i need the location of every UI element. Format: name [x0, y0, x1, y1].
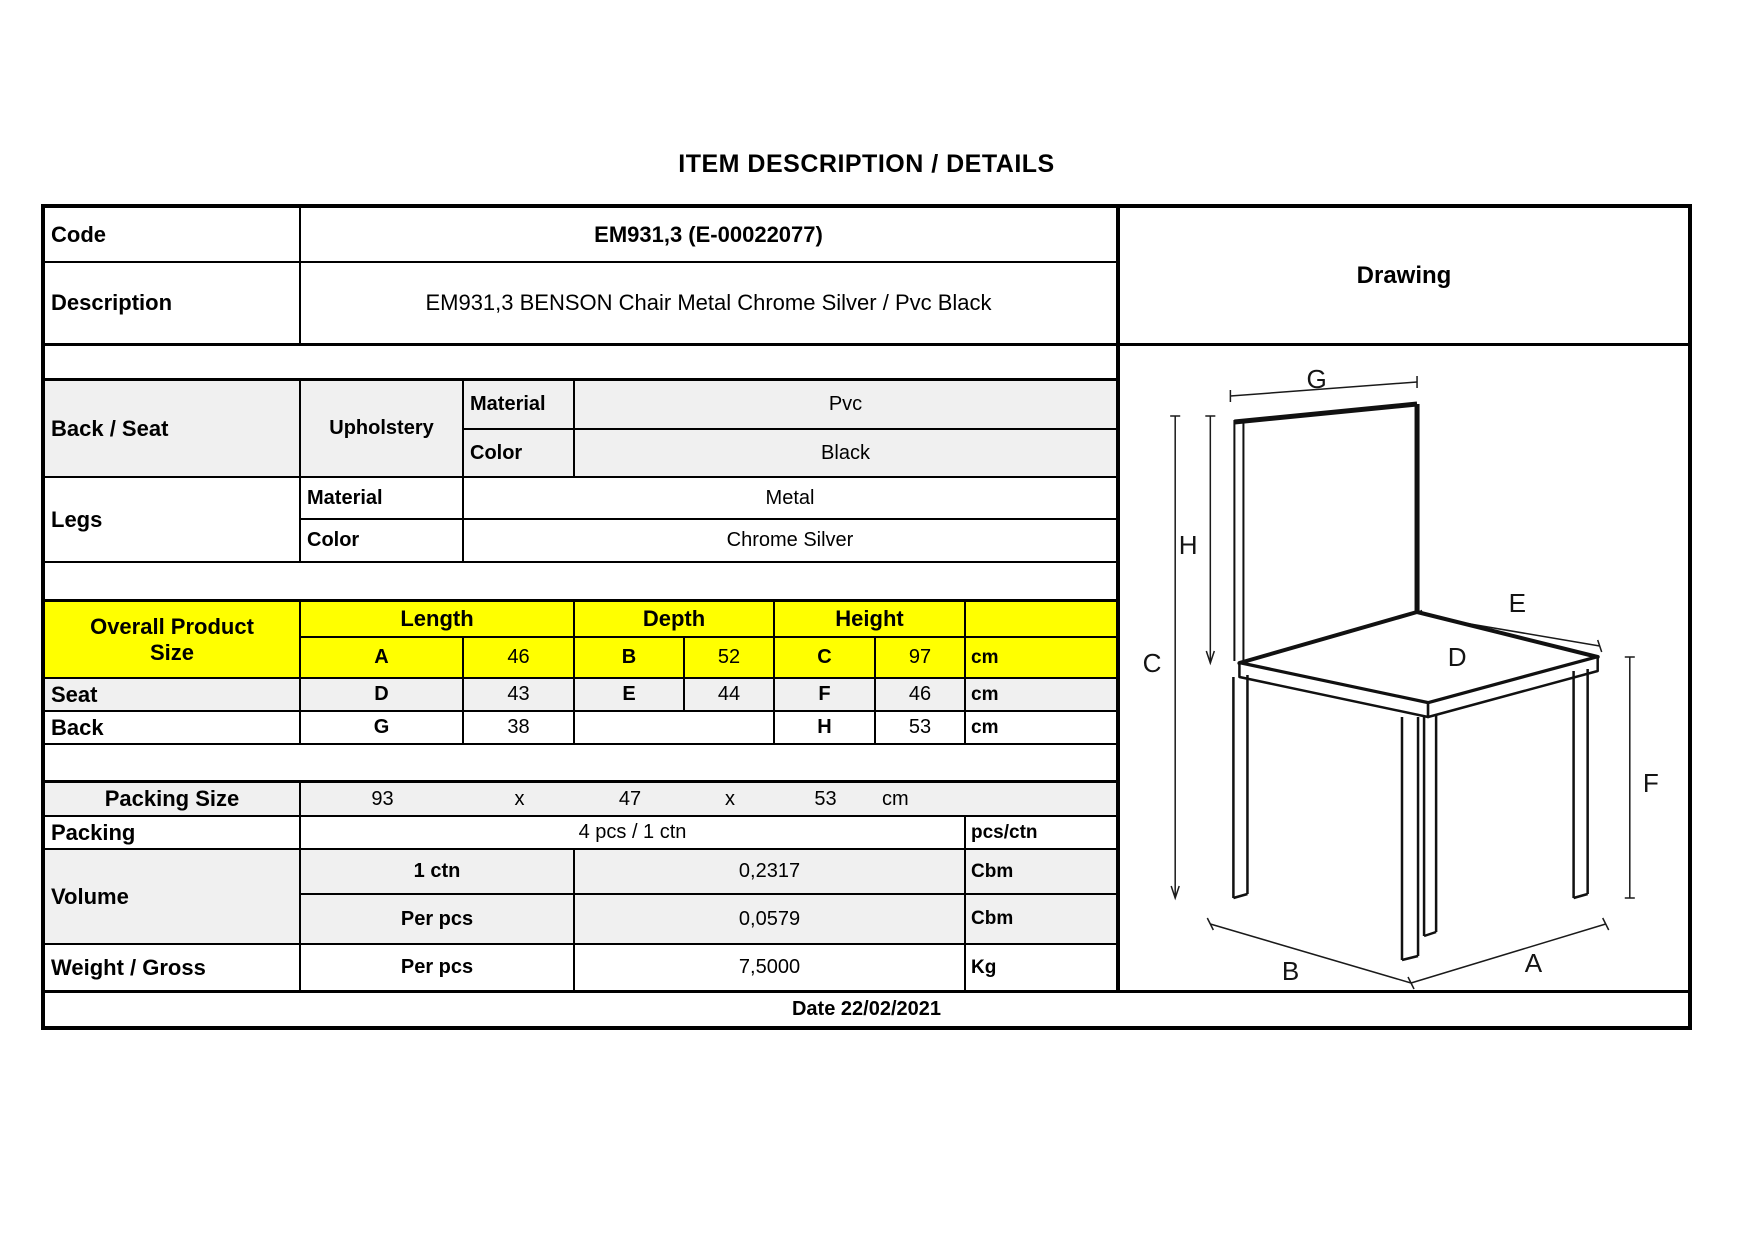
weight-value: 7,5000	[575, 945, 966, 993]
dim-label-g: G	[1306, 364, 1327, 394]
overall-unit: cm	[966, 638, 1118, 679]
packing-size-dim1: 93	[301, 783, 464, 817]
dim-label-b: B	[1281, 956, 1300, 986]
volume-row1-unit: Cbm	[966, 850, 1118, 895]
packing-size-sep1: x	[464, 783, 575, 817]
chair-drawing	[1120, 346, 1688, 990]
seat-height-value: 46	[876, 679, 966, 712]
height-header: Height	[775, 602, 966, 638]
back-seat-material-value: Pvc	[575, 381, 1118, 430]
overall-length-key: A	[301, 638, 464, 679]
dim-label-d: D	[1447, 642, 1467, 672]
code-label: Code	[45, 208, 301, 263]
dim-label-a: A	[1524, 948, 1543, 978]
weight-label: Weight / Gross	[45, 945, 301, 993]
legs-material-value: Metal	[464, 478, 1118, 520]
dim-line-a	[1411, 924, 1606, 983]
volume-row2-value: 0,0579	[575, 895, 966, 945]
back-height-key: H	[775, 712, 876, 745]
overall-product-size-label	[45, 602, 301, 679]
packing-size-dim3: 53	[775, 783, 876, 817]
weight-key: Per pcs	[301, 945, 575, 993]
drawing-cell	[1118, 346, 1688, 993]
packing-value: 4 pcs / 1 ctn	[301, 817, 966, 850]
dim-label-c: C	[1142, 648, 1162, 678]
code-value: EM931,3 (E-00022077)	[301, 208, 1118, 263]
weight-unit: Kg	[966, 945, 1118, 993]
back-length-key: G	[301, 712, 464, 745]
date-row: Date 22/02/2021	[791, 998, 941, 1020]
depth-header: Depth	[575, 602, 775, 638]
length-header: Length	[301, 602, 575, 638]
overall-depth-key: B	[575, 638, 685, 679]
back-unit: cm	[966, 712, 1118, 745]
overall-label-line1: Overall Product	[90, 614, 254, 640]
dim-label-f: F	[1642, 768, 1659, 798]
size-header-unit-spacer	[966, 602, 1118, 638]
drawing-header: Drawing	[1118, 208, 1688, 346]
dim-label-e: E	[1508, 588, 1527, 618]
seat-depth-key: E	[575, 679, 685, 712]
volume-row1-key: 1 ctn	[301, 850, 575, 895]
packing-size-spacer	[966, 783, 1118, 817]
back-seat-color-value: Black	[575, 430, 1118, 478]
dim-label-h: H	[1178, 530, 1198, 560]
seat-depth-value: 44	[685, 679, 775, 712]
upholstery-label: Upholstery	[301, 381, 464, 478]
overall-length-value: 46	[464, 638, 575, 679]
back-depth-empty	[575, 712, 775, 745]
legs-label: Legs	[45, 478, 301, 563]
seat-height-key: F	[775, 679, 876, 712]
volume-row1-value: 0,2317	[575, 850, 966, 895]
back-seat-color-label: Color	[464, 430, 575, 478]
overall-height-key: C	[775, 638, 876, 679]
dim-line-b	[1210, 924, 1411, 983]
spacer-row-3	[45, 745, 1118, 783]
volume-row2-key: Per pcs	[301, 895, 575, 945]
seat-unit: cm	[966, 679, 1118, 712]
volume-label: Volume	[45, 850, 301, 945]
overall-label-line2: Size	[149, 639, 195, 665]
volume-row2-unit: Cbm	[966, 895, 1118, 945]
packing-size-sep2: x	[685, 783, 775, 817]
spacer-row-1	[45, 346, 1118, 381]
description-label: Description	[45, 263, 301, 346]
packing-size-label: Packing Size	[45, 783, 301, 817]
page-title: ITEM DESCRIPTION / DETAILS	[678, 150, 1055, 178]
legs-color-label: Color	[301, 520, 464, 563]
spacer-row-2	[45, 563, 1118, 602]
seat-length-value: 43	[464, 679, 575, 712]
back-seat-material-label: Material	[464, 381, 575, 430]
packing-unit: pcs/ctn	[966, 817, 1118, 850]
legs-color-value: Chrome Silver	[464, 520, 1118, 563]
packing-size-dim2: 47	[575, 783, 685, 817]
legs-material-label: Material	[301, 478, 464, 520]
back-seat-label: Back / Seat	[45, 381, 301, 478]
back-height-value: 53	[876, 712, 966, 745]
description-value: EM931,3 BENSON Chair Metal Chrome Silver / Pvc Black	[301, 263, 1118, 346]
seat-row-label: Seat	[45, 679, 301, 712]
back-length-value: 38	[464, 712, 575, 745]
overall-height-value: 97	[876, 638, 966, 679]
seat-length-key: D	[301, 679, 464, 712]
packing-size-unit: cm	[876, 783, 966, 817]
spec-table	[41, 204, 1692, 1030]
packing-label: Packing	[45, 817, 301, 850]
back-row-label: Back	[45, 712, 301, 745]
overall-depth-value: 52	[685, 638, 775, 679]
